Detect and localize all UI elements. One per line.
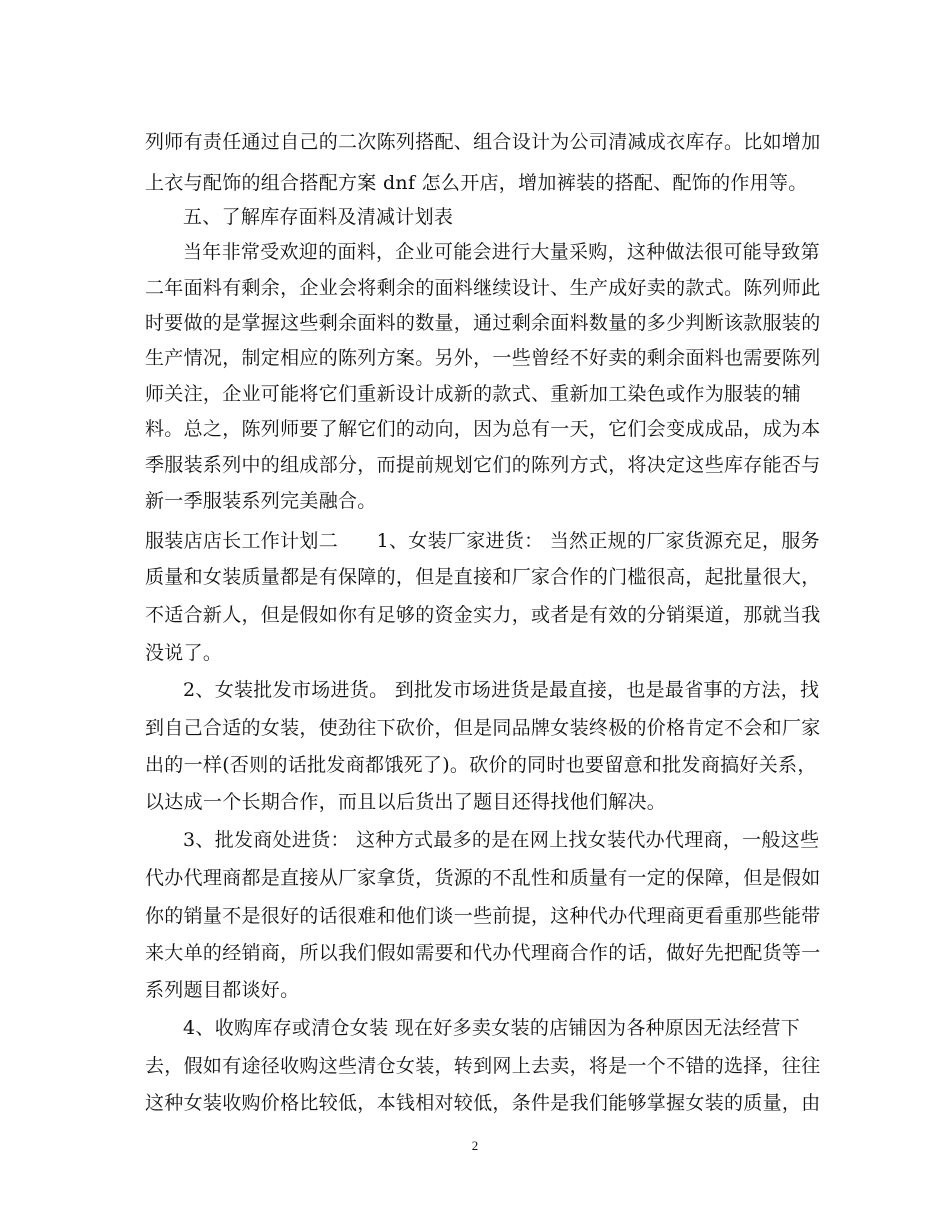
text-line: 时要做的是掌握这些剩余面料的数量，通过剩余面料数量的多少判断该款服装的: [145, 312, 821, 334]
text-line: 来大单的经销商，所以我们假如需要和代办代理商合作的话，做好先把配货等一: [145, 942, 821, 964]
text-line: 以达成一个长期合作，而且以后货出了题目还得找他们解决。: [145, 791, 667, 813]
text-line: 上衣与配饰的组合搭配方案 dnf 怎么开店，增加裤装的搭配、配饰的作用等。: [145, 172, 808, 194]
text-line: 代办代理商都是直接从厂家拿货，货源的不乱性和质量有一定的保障，但是假如: [145, 867, 821, 889]
page-number: 2: [471, 1138, 479, 1153]
text-line: 4、收购库存或清仓女装 现在好多卖女装的店铺因为各种原因无法经营下: [183, 1017, 801, 1039]
text-line: 不适合新人，但是假如你有足够的资金实力，或者是有效的分销渠道，那就当我: [145, 604, 821, 626]
text-line: 3、批发商处进货： 这种方式最多的是在网上找女装代办代理商，一般这些: [183, 829, 820, 851]
text-line: 你的销量不是很好的话很难和他们谈一些前提，这种代办代理商更看重那些能带: [145, 905, 821, 927]
text-line: 系列题目都谈好。: [145, 979, 300, 1001]
text-line: 师关注，企业可能将它们重新设计成新的款式、重新加工染色或作为服装的辅: [145, 383, 802, 405]
text-line: 生产情况，制定相应的陈列方案。另外，一些曾经不好卖的剩余面料也需要陈列: [145, 347, 821, 369]
text-line: 到自己合适的女装，使劲往下砍价，但是同品牌女装终极的价格肯定不会和厂家: [145, 717, 821, 739]
section-heading: 五、了解库存面料及清减计划表: [183, 206, 454, 228]
text-line: 二年面料有剩余，企业会将剩余的面料继续设计、生产成好卖的款式。陈列师此: [145, 277, 821, 299]
text-line: 质量和女装质量都是有保障的，但是直接和厂家合作的门槛很高，起批量很大，: [145, 566, 821, 588]
text-line: 料。总之，陈列师要了解它们的动向，因为总有一天，它们会变成成品，成为本: [145, 418, 821, 440]
text-line: 季服装系列中的组成部分，而提前规划它们的陈列方式，将决定这些库存能否与: [145, 454, 821, 476]
text-line: 这种女装收购价格比较低，本钱相对较低，条件是我们能够掌握女装的质量，由: [145, 1092, 821, 1114]
text-line: 出的一样(否则的话批发商都饿死了)。砍价的同时也要留意和批发商搞好关系，: [145, 754, 817, 776]
text-line: 没说了。: [145, 642, 223, 664]
text-line: 列师有责任通过自己的二次陈列搭配、组合设计为公司清减成衣库存。比如增加: [145, 131, 821, 153]
text-line: 去，假如有途径收购这些清仓女装，转到网上去卖，将是一个不错的选择，往往: [145, 1055, 821, 1077]
text-line: 当年非常受欢迎的面料，企业可能会进行大量采购，这种做法很可能导致第: [183, 241, 820, 263]
text-line: 2、女装批发市场进货。 到批发市场进货是最直接，也是最省事的方法，找: [183, 679, 820, 701]
text-line: 服装店店长工作计划二 1、女装厂家进货： 当然正规的厂家货源充足，服务: [145, 530, 820, 552]
text-line: 新一季服装系列完美融合。: [145, 490, 377, 512]
